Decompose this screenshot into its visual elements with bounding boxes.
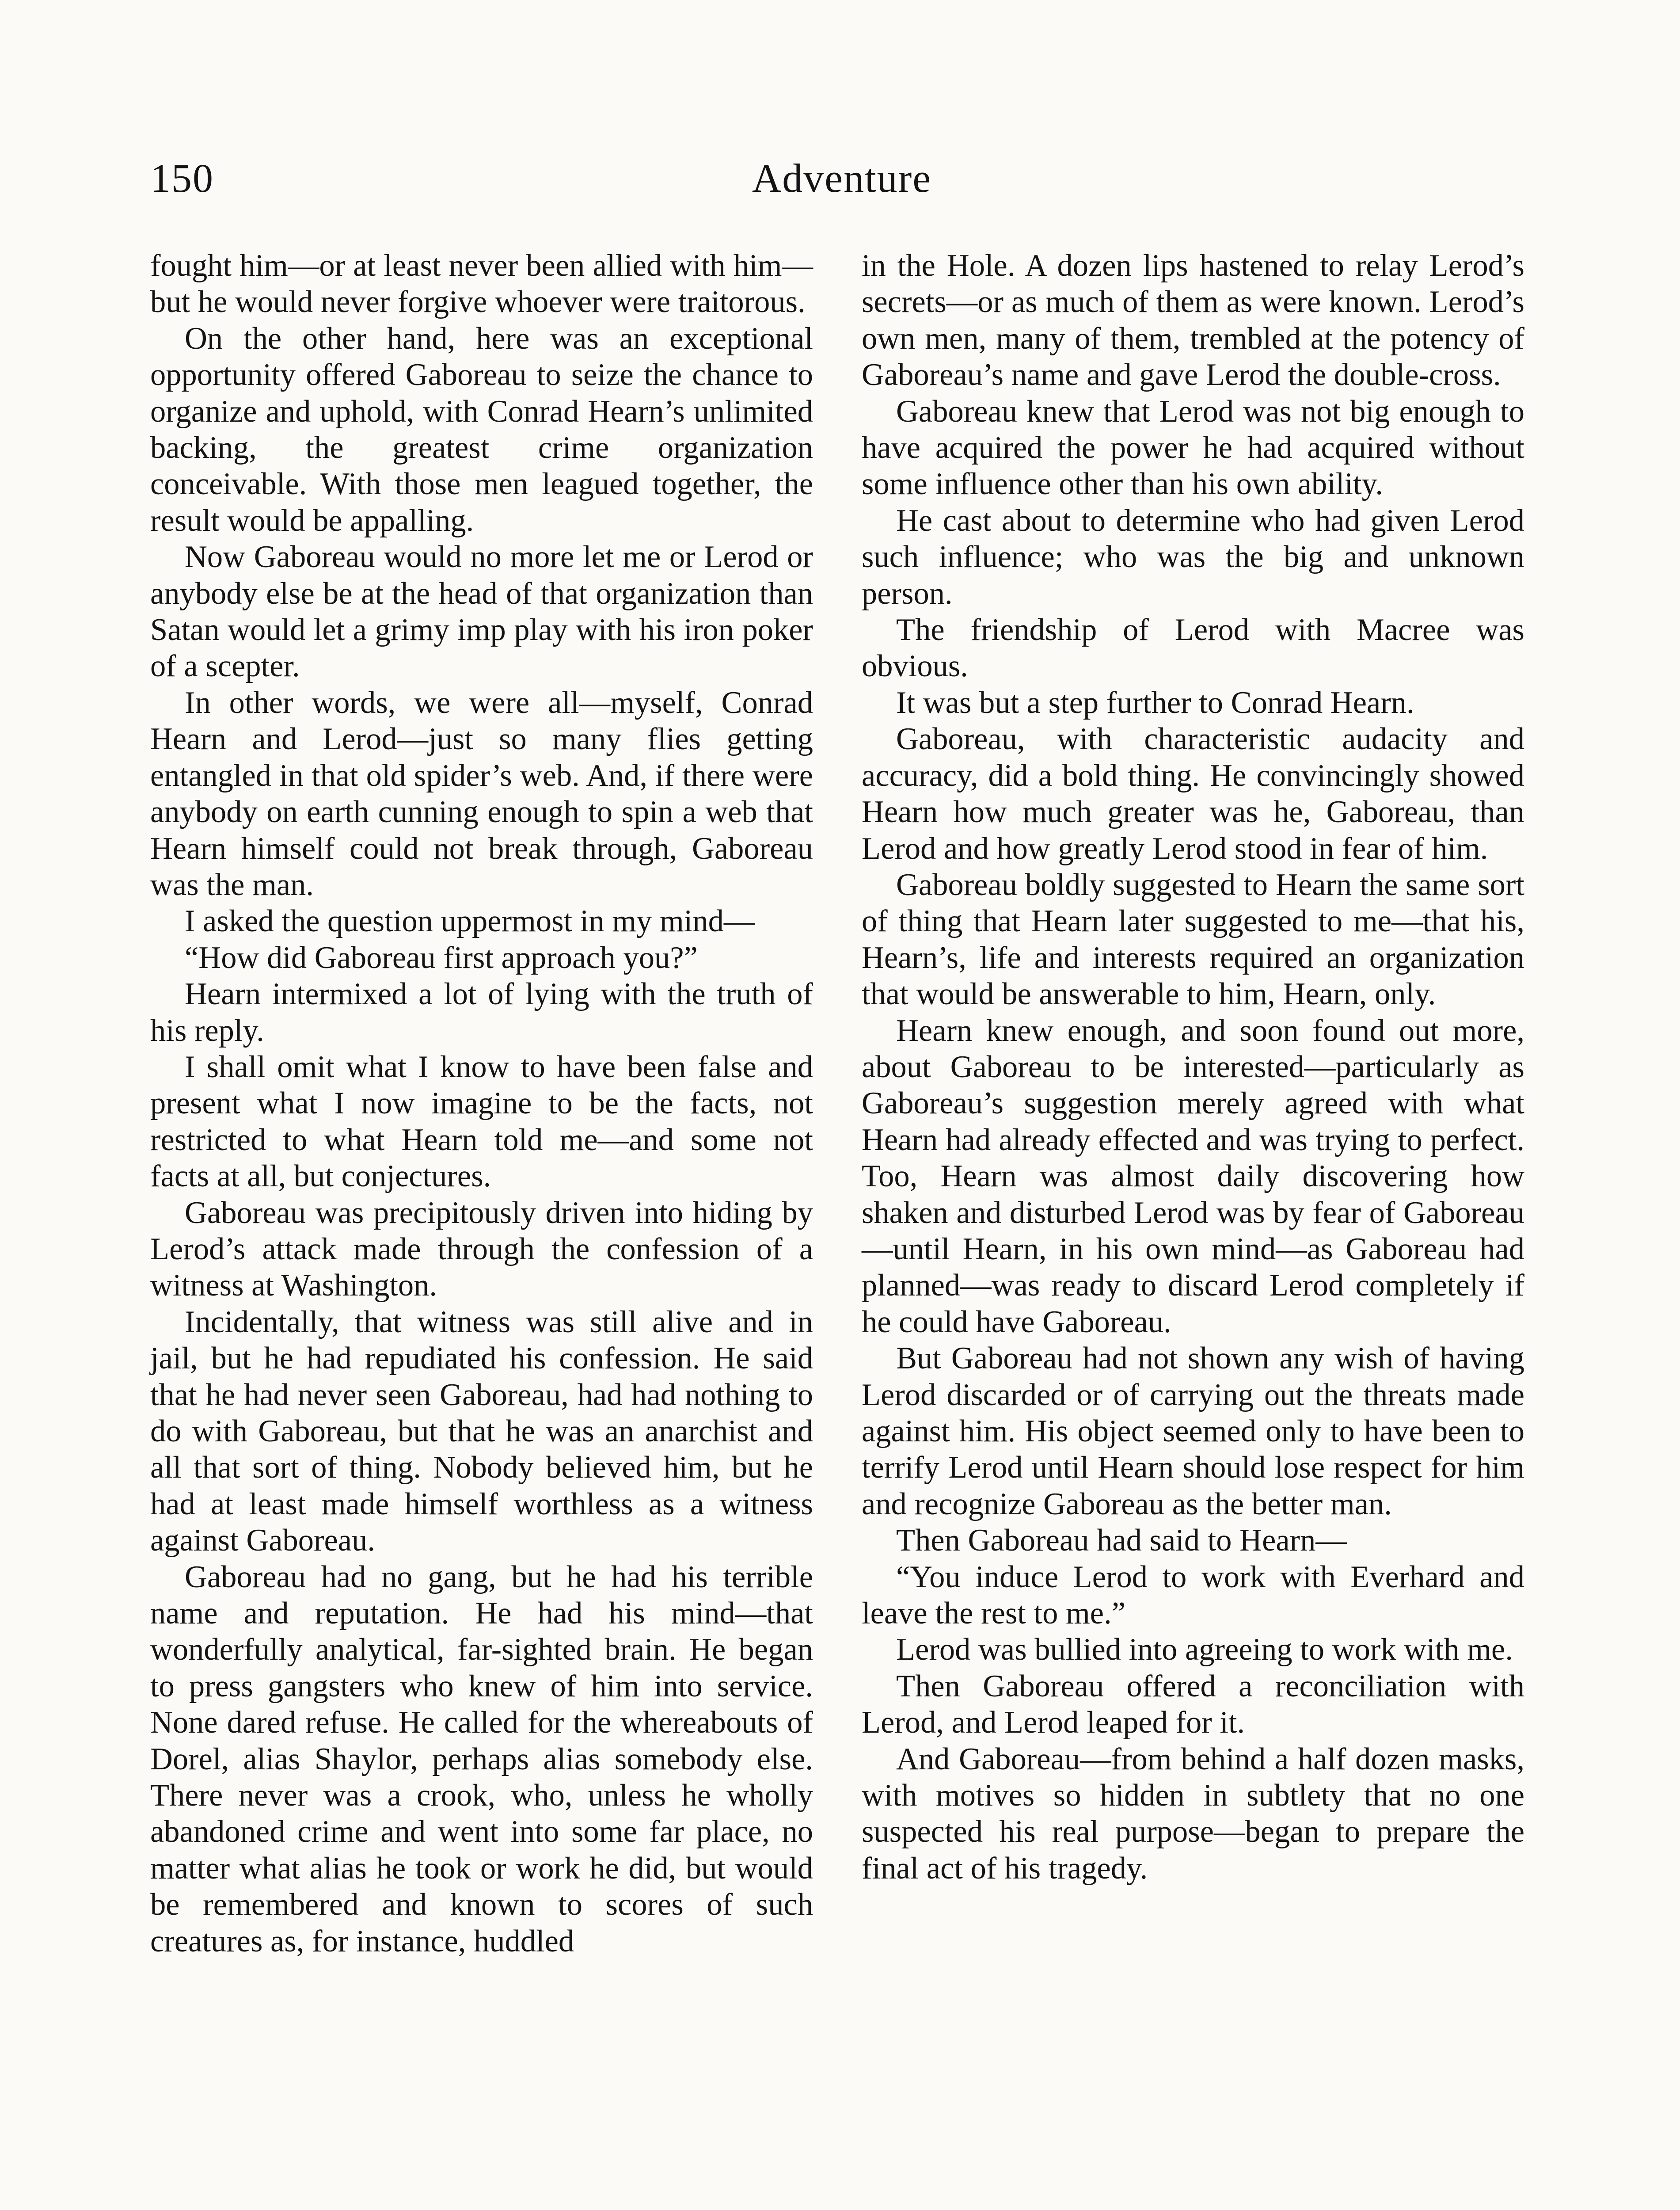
paragraph: Gaboreau knew that Lerod was not big enough to have acquired the power he had acquired without some influence other than his own ability. bbox=[862, 394, 1524, 502]
page-header bbox=[150, 150, 1533, 225]
paragraph: “You induce Lerod to work with Everhard and leave the rest to me.” bbox=[862, 1559, 1524, 1631]
paragraph: Incidentally, that witness was still alive and in jail, but he had repudiated his confession. He said that he had never seen Gaboreau, had had nothing to do with Gaboreau, but that he was an anarchist and all that sort of thing. Nobody believed him, but he had at least made himself worthless as a witness against Gaboreau. bbox=[150, 1304, 813, 1558]
paragraph: Lerod was bullied into agreeing to work with me. bbox=[896, 1632, 1513, 1667]
paragraph: fought him—or at least never been allied with him—but he would never forgive whoever were traitorous. bbox=[150, 248, 813, 320]
left-column bbox=[150, 248, 813, 1959]
paragraph: in the Hole. A dozen lips hastened to relay Lerod’s secrets—or as much of them as were known. Lerod’s own men, many of them, trembled at the potency of Gaboreau’s name and gave Lerod the double-cross. bbox=[862, 248, 1524, 392]
right-column bbox=[862, 248, 1524, 1886]
paragraph: Gaboreau, with characteristic audacity and accuracy, did a bold thing. He convincingly showed Hearn how much greater was he, Gaboreau, than Lerod and how greatly Lerod stood in fear of him. bbox=[862, 722, 1524, 866]
paragraph: Then Gaboreau offered a reconciliation with Lerod, and Lerod leaped for it. bbox=[862, 1669, 1524, 1740]
paragraph: In other words, we were all—myself, Conrad Hearn and Lerod—just so many flies getting entangled in that old spider’s web. And, if there were anybody on earth cunning enough to spin a web that Hearn himself could not break through, Gaboreau was the man. bbox=[150, 685, 813, 902]
paragraph: He cast about to determine who had given Lerod such influence; who was the big and unknown person. bbox=[862, 503, 1524, 611]
paragraph: Gaboreau boldly suggested to Hearn the same sort of thing that Hearn later suggested to me—that his, Hearn’s, life and interests required an organization that would be answerable to him, Hearn, only. bbox=[862, 867, 1524, 1012]
paragraph: But Gaboreau had not shown any wish of having Lerod discarded or of carrying out the threats made against him. His object seemed only to have been to terrify Lerod until Hearn should lose respect for him and recognize Gaboreau as the better man. bbox=[862, 1341, 1524, 1521]
paragraph: Then Gaboreau had said to Hearn— bbox=[896, 1523, 1347, 1558]
paragraph: On the other hand, here was an exceptional opportunity offered Gaboreau to seize the chance to organize and uphold, with Conrad Hearn’s unlimited backing, the greatest crime organization conceivable. With those men leagued together, the result would be appalling. bbox=[150, 321, 813, 538]
running-head: Adventure bbox=[752, 156, 932, 201]
paragraph: I asked the question uppermost in my mind— bbox=[185, 904, 755, 939]
paragraph: “How did Gaboreau first approach you?” bbox=[185, 940, 698, 975]
paragraph: Hearn intermixed a lot of lying with the truth of his reply. bbox=[150, 977, 813, 1048]
paragraph: Now Gaboreau would no more let me or Lerod or anybody else be at the head of that organization than Satan would let a grimy imp play with his iron poker of a scepter. bbox=[150, 540, 813, 684]
paragraph: Hearn knew enough, and soon found out more, about Gaboreau to be interested—particularly as Gaboreau’s suggestion merely agreed with what Hearn had already effected and was trying to perfect. Too, Hearn was almost daily discovering how shaken and disturbed Lerod was by fear of Gaboreau—until Hearn, in his own mind—as Gaboreau had planned—was ready to discard Lerod completely if he could have Gaboreau. bbox=[862, 1013, 1524, 1339]
paragraph: It was but a step further to Conrad Hearn. bbox=[896, 685, 1414, 720]
paragraph: The friendship of Lerod with Macree was obvious. bbox=[862, 613, 1524, 684]
paragraph: I shall omit what I know to have been false and present what I now imagine to be the facts, not restricted to what Hearn told me—and some not facts at all, but conjectures. bbox=[150, 1049, 813, 1194]
paragraph: Gaboreau had no gang, but he had his terrible name and reputation. He had his mind—that wonderfully analytical, far-sighted brain. He began to press gangsters who knew of him into service. None dared refuse. He called for the whereabouts of Dorel, alias Shaylor, perhaps alias somebody else. There never was a crook, who, unless he wholly abandoned crime and went into some far place, no matter what alias he took or work he did, but would be remembered and known to scores of such creatures as, for instance, huddled bbox=[150, 1559, 813, 1959]
paragraph: And Gaboreau—from behind a half dozen masks, with motives so hidden in subtlety that no one suspected his real purpose—began to prepare the final act of his tragedy. bbox=[862, 1741, 1524, 1886]
page-number: 150 bbox=[150, 156, 214, 201]
paragraph: Gaboreau was precipitously driven into hiding by Lerod’s attack made through the confession of a witness at Washington. bbox=[150, 1195, 813, 1303]
